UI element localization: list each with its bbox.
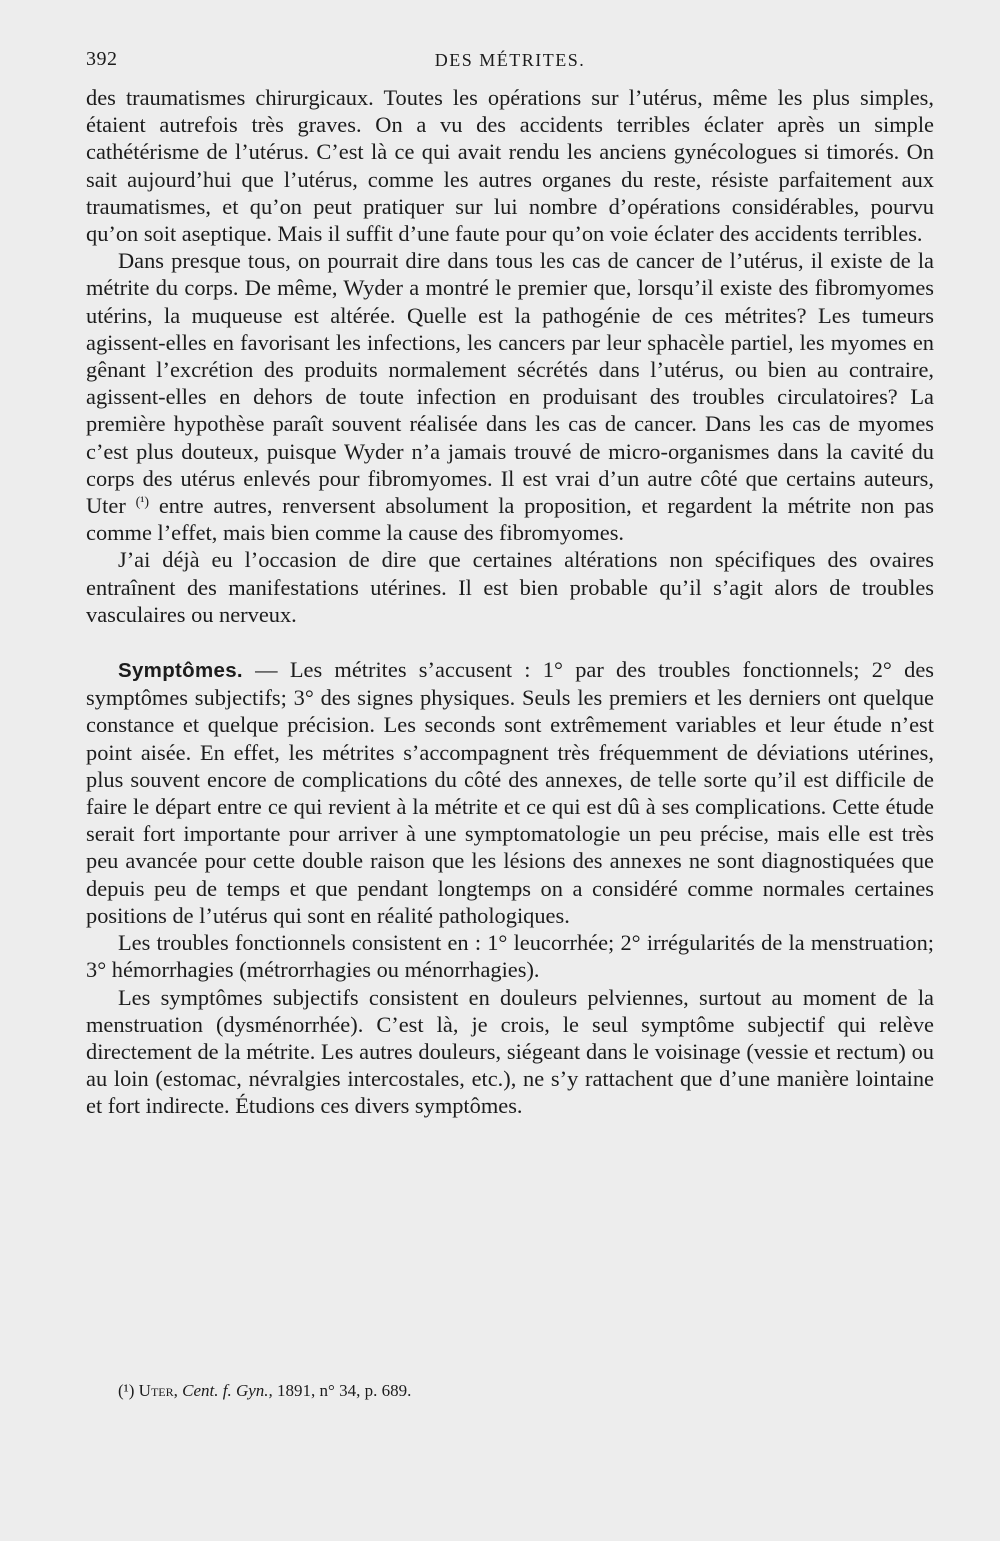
running-title: DES MÉTRITES. <box>434 50 586 70</box>
section-gap <box>86 628 934 656</box>
footnote-reference[interactable]: (¹) <box>135 495 150 511</box>
paragraph-3: J’ai déjà eu l’occasion de dire que certaines altérations non spécifiques des ovaires entraînent des manifestations utérines. Il est bien probable qu’il s’agit alors de troubles vasculaires ou nerveux. <box>86 547 934 627</box>
paragraph-2 <box>86 247 934 546</box>
paragraph-troubles-fonctionnels: Les troubles fonctionnels consistent en : 1° leucorrhée; 2° irrégularités de la menstruation; 3° hémorrhagies (métrorrhagies ou ménorrhagies). <box>86 930 934 983</box>
footnote-author: Uter, <box>138 1381 178 1400</box>
footnote-details: 1891, n° 34, p. 689. <box>277 1381 412 1400</box>
footnote <box>118 1380 938 1402</box>
body-text <box>86 84 934 1120</box>
paragraph-2-continuation: entre autres, renversent absolument la proposition, et regardent la métrite non pas comme l’effet, mais bien comme la cause des fibromyomes. <box>86 493 934 546</box>
footnote-journal: Cent. f. Gyn., <box>182 1381 273 1400</box>
paragraph-symptomes <box>86 656 934 929</box>
paragraph-1: des traumatismes chirurgicaux. Toutes les opérations sur l’utérus, même les plus simples, étaient autrefois très graves. On a vu des accidents terribles éclater après un simple cathétérisme de l’utérus. C’est là ce qui avait rendu les anciens gynécologues si timorés. On sait aujourd’hui que l’utérus, comme les autres organes du reste, résiste parfaitement aux traumatismes, et qu’on peut pratiquer sur lui nombre d’opérations considérables, pourvu qu’on soit aseptique. Mais il suffit d’une faute pour qu’on voie éclater des accidents terribles. <box>86 85 934 247</box>
paragraph-2-text: Dans presque tous, on pourrait dire dans tous les cas de cancer de l’utérus, il existe de la métrite du corps. De même, Wyder a montré le premier que, lorsqu’il existe des fibromyomes utérins, la muqueuse est altérée. Quelle est la pathogénie de ces métrites? Les tumeurs agissent-elles en favorisant les infections, les cancers par leur sphacèle partiel, les myomes en gênant l’excrétion des produits normalement sécrétés dans l’utérus, ou bien au contraire, agissent-elles en dehors de toute infection en produisant des troubles circulatoires? La première hypothèse paraît souvent réalisée dans les cas de cancer. Dans les cas de myomes c’est plus douteux, puisque Wyder n’a jamais trouvé de micro-organismes dans la cavité du corps des utérus enlevés pour fibromyomes. Il est vrai d’un autre côté que certains auteurs, Uter <box>86 248 934 519</box>
section-heading: Symptômes. <box>118 659 243 683</box>
footnote-marker: (¹) <box>118 1381 135 1400</box>
page-header <box>86 48 934 78</box>
paragraph-symptomes-subjectifs: Les symptômes subjectifs consistent en douleurs pelviennes, surtout au moment de la menstruation (dysménorrhée). C’est là, je crois, le seul symptôme subjectif qui relève directement de la métrite. Les autres douleurs, siégeant dans le voisinage (vessie et rectum) ou au loin (estomac, névralgies intercostales, etc.), ne s’y rattachent que d’une manière lointaine et fort indirecte. Étudions ces divers symptômes. <box>86 984 934 1119</box>
page-number: 392 <box>86 48 118 70</box>
paragraph-symptomes-text: — Les métrites s’accusent : 1° par des troubles fonctionnels; 2° des symptômes subjectifs; 3° des signes physiques. Seuls les premiers et les derniers ont quelque constance et quelque précision. Les seconds sont extrêmement variables et leur étude n’est point aisée. En effet, les métrites s’accompagnent très fréquemment de déviations utérines, plus souvent encore de complications du côté des annexes, de telle sorte qu’il est difficile de faire le départ entre ce qui revient à la métrite et ce qui est dû à ses complications. Cette étude serait fort importante pour arriver à une symptomatologie un peu précise, mais elle est très peu avancée pour cette double raison que les lésions des annexes ne sont diagnostiquées que depuis peu de temps et que pendant longtemps on a considéré comme normales certaines positions de l’utérus qui sont en réalité pathologiques. <box>86 657 934 928</box>
